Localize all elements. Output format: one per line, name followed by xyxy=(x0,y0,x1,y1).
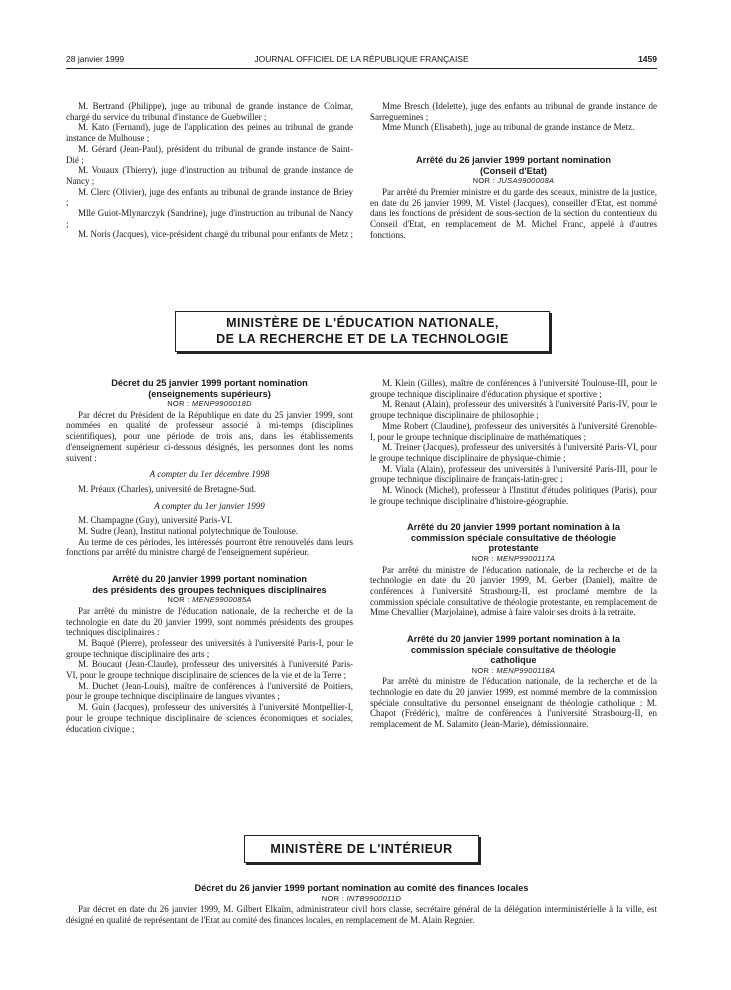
middle-left-column xyxy=(66,378,353,734)
nomination-entry: M. Bertrand (Philippe), juge au tribunal de grande instance de Colmar, chargé du service du tribunal d'instance de Guebwiller ; xyxy=(66,101,353,122)
nomination-entry: M. Boucaut (Jean-Claude), professeur des universités à l'université Paris-VI, pour le groupe technique disciplinaire de sciences de la vie et de la Terre ; xyxy=(66,659,353,681)
header-date: 28 janvier 1999 xyxy=(66,54,125,64)
nomination-entry: M. Viala (Alain), professeur des universités à l'université Paris-III, pour le groupe technique disciplinaire de français-latin-grec ; xyxy=(370,463,657,485)
nomination-entry: Mlle Guiot-Mlynarczyk (Sandrine), juge d'instruction au tribunal de Nancy ; xyxy=(66,208,353,229)
article-body: Par arrêté du ministre de l'éducation nationale, de la recherche et de la technologie en date du 20 janvier 1999, M. Gerber (Daniel), maître de conférences à l'université Strasbourg-II, est proclamé membre de la commission spéciale consultative de théologie protestante, en remplacement de Mme Chevallier (Marjolaine), admise à faire valoir ses droits à la retraite. xyxy=(370,564,657,618)
nomination-entry: M. Noris (Jacques), vice-président chargé du tribunal pour enfants de Metz ; xyxy=(78,229,353,240)
bottom-decree xyxy=(66,883,657,926)
nor-label: NOR : xyxy=(471,553,495,563)
nor-label: NOR : xyxy=(472,176,495,186)
nomination-entry: M. Winock (Michel), professeur à l'Institut d'études politiques (Paris), pour le groupe technique disciplinaire d'histoire-géographie. xyxy=(370,485,657,506)
nomination-entry: M. Treiner (Jacques), professeur des universités à l'université Paris-VI, pour le groupe technique disciplinaire de physique-chimie ; xyxy=(370,442,657,463)
article-subtitle: (enseignements supérieurs) xyxy=(148,388,271,399)
nor-code: INTB9900011D xyxy=(346,893,402,903)
nor-reference xyxy=(370,176,657,187)
nomination-entry: M. Préaux (Charles), université de Bretagne-Sud. xyxy=(78,483,256,494)
nomination-entry: M. Guin (Jacques), professeur des universités à l'université Montpellier-I, pour le groupe technique disciplinaire de sciences économiques et sociales, éducation civique ; xyxy=(66,702,353,734)
article-body: Par décret en date du 26 janvier 1999, M. Gilbert Elkaïm, administrateur civil hors classe, secrétaire général de la délégation interministérielle à la ville, est désigné en qualité de représentant de l'Etat au comité des finances locales, en remplacement de M. Alain Regnier. xyxy=(66,904,657,925)
header-journal-title: JOURNAL OFFICIEL DE LA RÉPUBLIQUE FRANÇAISE xyxy=(254,54,469,64)
nor-label: NOR : xyxy=(471,665,495,675)
nor-label: NOR : xyxy=(167,595,190,605)
nomination-entry: M. Baqué (Pierre), professeur des universités à l'université Paris-I, pour le groupe technique disciplinaire des arts ; xyxy=(66,637,353,659)
running-header xyxy=(66,54,657,68)
article-title: catholique xyxy=(490,655,537,666)
article-title: protestante xyxy=(488,543,539,554)
nor-reference xyxy=(66,399,353,410)
article-body: Par arrêté du Premier ministre et du garde des sceaux, ministre de la justice, en date du 26 janvier 1999, M. Vistel (Jacques), conseiller d'Etat, est nommé dans les fonctions de président de sous-section de la section du contentieux du Conseil d'Etat, en remplacement de M. Michel Franc, appelé à d'autres fonctions. xyxy=(370,186,657,240)
ministry-heading-line: DE LA RECHERCHE ET DE LA TECHNOLOGIE xyxy=(216,332,509,346)
nor-code: MENE9900085A xyxy=(192,595,252,605)
nor-reference xyxy=(370,666,657,677)
nomination-entry: Mme Bresch (Idelette), juge des enfants au tribunal de grande instance de Sarreguemines ; xyxy=(370,101,657,122)
nor-reference xyxy=(370,554,657,565)
nomination-entry: Mme Robert (Claudine), professeur des universités à l'université Grenoble-I, pour le groupe technique disciplinaire de mathématiques ; xyxy=(370,420,657,442)
nomination-entry: M. Kato (Fernand), juge de l'application des peines au tribunal de grande instance de Mulhouse ; xyxy=(66,122,353,144)
nor-code: MENP9900117A xyxy=(496,553,556,563)
article-body: Par décret du Président de la République en date du 25 janvier 1999, sont nommées en qualité de professeur associé à mi-temps (disciplines scientifiques), pour une période de trois ans, dans les établissements d'enseignement supérieur ci-dessous désignés, les personnes dont les noms suivent : xyxy=(66,409,353,463)
nomination-entry: M. Duchet (Jean-Louis), maître de conférences à l'université de Poitiers, pour le groupe technique disciplinaire de langues vivantes ; xyxy=(66,680,353,702)
header-rule xyxy=(66,68,657,69)
nor-code: JUSA9900008A xyxy=(497,176,555,186)
nor-code: MENP9900118A xyxy=(496,665,556,675)
header-page-number: 1459 xyxy=(638,54,657,64)
article-title: Arrêté du 20 janvier 1999 portant nomination à la xyxy=(407,634,620,645)
ministry-interieur-heading: MINISTÈRE DE L'INTÉRIEUR xyxy=(244,835,479,863)
nomination-entry: M. Renaut (Alain), professeur des universités à l'université Paris-IV, pour le groupe technique disciplinaire de philosophie ; xyxy=(370,399,657,421)
article-subtitle: des présidents des groupes techniques disciplinaires xyxy=(92,584,327,595)
nomination-entry: M. Klein (Gilles), maître de conférences à l'université Toulouse-III, pour le groupe technique disciplinaire d'éducation physique et sportive ; xyxy=(370,378,657,399)
nor-label: NOR : xyxy=(321,893,345,903)
nor-label: NOR : xyxy=(167,399,190,408)
article-title: Arrêté du 20 janvier 1999 portant nomination à la xyxy=(407,522,620,533)
article-subtitle: (Conseil d'Etat) xyxy=(479,165,547,176)
nor-reference xyxy=(66,894,657,905)
article-title: Décret du 25 janvier 1999 portant nomination xyxy=(111,378,308,388)
article-title: commission spéciale consultative de théologie xyxy=(410,644,617,655)
top-right-column xyxy=(370,101,657,240)
nor-reference xyxy=(66,595,353,606)
article-title: Arrêté du 26 janvier 1999 portant nomination xyxy=(415,155,612,166)
section-heading: A compter du 1er janvier 1999 xyxy=(154,500,265,511)
article-title: Décret du 26 janvier 1999 portant nomination au comité des finances locales xyxy=(194,883,529,893)
nomination-entry: M. Clerc (Olivier), juge des enfants au tribunal de grande instance de Briey ; xyxy=(66,186,353,208)
ministry-heading-line: MINISTÈRE DE L'ÉDUCATION NATIONALE, xyxy=(226,316,499,330)
nomination-entry: M. Champagne (Guy), université Paris-VI. xyxy=(78,515,233,526)
article-body: Par arrêté du ministre de l'éducation nationale, de la recherche et de la technologie en date du 20 janvier 1999, sont nommés présidents des groupes techniques disciplinaires : xyxy=(66,605,353,638)
top-left-column xyxy=(66,101,353,240)
article-body: Par arrêté du ministre de l'éducation nationale, de la recherche et de la technologie en date du 20 janvier 1999, est nommé membre de la commission spéciale consultative du personnel enseignant de théologie catholique : M. Chapot (Frédéric), maître de conférences à l'université Strasbourg-II, en remplacement de M. Salamito (Jean-Marie), démissionnaire. xyxy=(370,676,657,730)
nor-code: MENP9900018D xyxy=(191,399,252,408)
article-title: commission spéciale consultative de théologie xyxy=(410,532,617,543)
section-heading: A compter du 1er décembre 1998 xyxy=(149,469,270,480)
article-body: Au terme de ces périodes, les intéressés pourront être renouvelés dans leurs fonctions par arrêté du ministre chargé de l'enseignement supérieur. xyxy=(66,536,353,558)
nomination-entry: M. Vouaux (Thierry), juge d'instruction au tribunal de grande instance de Nancy ; xyxy=(66,165,353,186)
nomination-entry: Mme Munch (Elisabeth), juge au tribunal de grande instance de Metz. xyxy=(382,122,635,133)
ministry-education-heading xyxy=(175,311,550,352)
article-title: Arrêté du 20 janvier 1999 portant nomination xyxy=(111,574,308,585)
nomination-entry: M. Gérard (Jean-Paul), président du tribunal de grande instance de Saint-Dié ; xyxy=(66,143,353,165)
middle-right-column xyxy=(370,378,657,730)
nomination-entry: M. Sudre (Jean), Institut national polytechnique de Toulouse. xyxy=(78,526,299,537)
